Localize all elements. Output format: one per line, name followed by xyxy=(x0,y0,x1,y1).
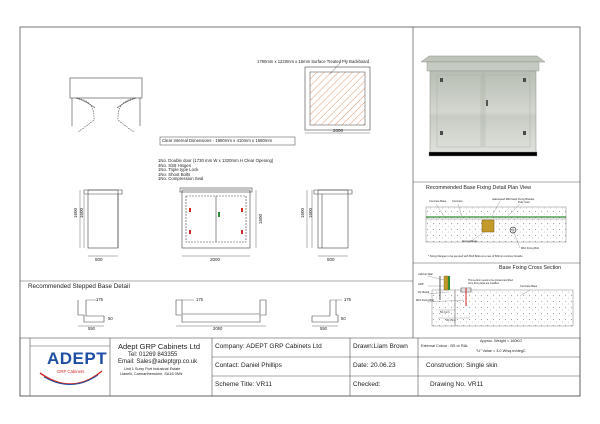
checked-field: Checked: xyxy=(353,381,381,388)
section-label: Ply Board xyxy=(418,291,430,294)
stepped-right-bottom: 550 xyxy=(320,326,327,331)
side-elevation-left xyxy=(80,190,122,256)
company-field: Company: ADEPT GRP Cabinets Ltd xyxy=(215,343,322,350)
drawn-by-field: Drawn:Liam Brown xyxy=(353,343,408,350)
company-name: Adept GRP Cabinets Ltd xyxy=(118,342,200,351)
company-address-2: Llanelli, Carmarthenshire, SA16 0NN xyxy=(120,372,183,376)
section-dim: 30 (min) xyxy=(446,319,456,322)
section-label: Concrete Base xyxy=(520,285,538,288)
stepped-left-bottom: 550 xyxy=(88,326,95,331)
side-left-inner-height: 1600 xyxy=(79,207,84,218)
approx-weight: Approx. Weight = 160KG xyxy=(480,339,523,343)
spec-line: 1No. Compression Seal xyxy=(158,176,204,182)
plan-label: Concrete xyxy=(452,200,463,203)
spec-line: 4No. SS8 Hinges xyxy=(158,162,191,168)
cross-section-title: Base Fixing Cross Section xyxy=(499,265,562,271)
plan-label: Concrete Base xyxy=(429,200,447,203)
plan-label: Galvanised Mild Steel Fixing Bracket xyxy=(492,198,535,201)
side-left-width: 500 xyxy=(95,257,103,262)
contact-field: Contact: Daniel Phillips xyxy=(215,362,282,369)
spec-line: 1No. Triple type Lock xyxy=(158,167,199,173)
scheme-title-field: Scheme Title: VR11 xyxy=(215,381,272,388)
stepped-right-top: 175 xyxy=(344,297,351,302)
stepped-middle-top: 175 xyxy=(196,297,203,302)
stepped-base-left xyxy=(78,300,104,326)
company-address-1: Unit 1 Surry Port Industrial Estate xyxy=(124,367,181,371)
stepped-right-side: 50 xyxy=(341,316,346,321)
backboard-width-dim: 2000 xyxy=(333,128,344,133)
spec-line: 1No. Double door (1730 mm W x 1320mm H Clear Opening) xyxy=(158,158,274,163)
u-value: "U" Value = 3.0 W/sq.m/degC xyxy=(476,349,526,353)
backboard-elevation xyxy=(305,63,370,133)
external-colour: External Colour : BS or RAL xyxy=(421,344,469,348)
company-tel: Tel: 01269 843355 xyxy=(128,352,178,358)
section-label: GRP xyxy=(418,283,424,286)
logo-subtitle: GRP Cabinets xyxy=(57,369,85,374)
plan-view-title: Recommended Base Fixing Detail Plan View xyxy=(426,185,532,191)
cabinet-render xyxy=(421,56,545,156)
front-width: 2000 xyxy=(210,257,221,262)
company-email: Email: Sales@adeptgrp.co.uk xyxy=(118,359,198,365)
logo-wordmark: ADEPT xyxy=(47,349,108,368)
front-elevation xyxy=(180,188,256,256)
plan-label: Fully Cast xyxy=(518,201,530,204)
side-right-outer-height: 1600 xyxy=(300,207,305,218)
section-note: This section needs to be grouted and filled once fixing bolts are installed xyxy=(468,279,513,285)
plan-label: Fixing Flange xyxy=(462,240,478,243)
spec-list xyxy=(158,159,273,182)
side-right-width: 500 xyxy=(327,257,335,262)
backboard-note: 1780mm x 1220mm x 16mm Surface Treated Ply Backboard xyxy=(257,59,370,64)
plan-note: * Fixing Flanges to be secured with M10 Bolts at a max of 600mm centres Ourside xyxy=(428,255,523,258)
stepped-base-middle xyxy=(176,300,266,326)
section-label: Cabinet Wall xyxy=(418,273,433,276)
section-label: M10 Fixing Bolt xyxy=(416,299,434,302)
side-elevation-right xyxy=(307,190,352,256)
date-field: Date: 20.06.23 xyxy=(353,362,396,369)
stepped-base-right xyxy=(312,300,342,326)
front-height: 1600 xyxy=(258,213,263,224)
section-dim: 50 (min) xyxy=(440,311,450,314)
construction-field: Construction: Single skin xyxy=(426,362,498,369)
clear-internal-note: Clear Internal Dimensions - 1990mm x 410mm x 1580mm xyxy=(162,138,273,143)
plan-view-detail xyxy=(426,201,566,248)
stepped-middle-bottom: 2050 xyxy=(213,326,223,331)
side-left-outer-height: 1600 xyxy=(73,207,78,218)
drawing-number-field: Drawing No. VR11 xyxy=(430,381,484,388)
stepped-left-top: 175 xyxy=(96,297,103,302)
stepped-base-title: Recommended Stepped Base Detail xyxy=(28,283,130,290)
stepped-left-side: 50 xyxy=(108,316,113,321)
plan-label: M10 Fixing Bolt xyxy=(521,247,539,250)
spec-line: 1No. Shoot Bolts xyxy=(158,171,191,177)
side-right-inner-height: 1600 xyxy=(308,207,313,218)
door-swing-plan xyxy=(70,78,142,132)
